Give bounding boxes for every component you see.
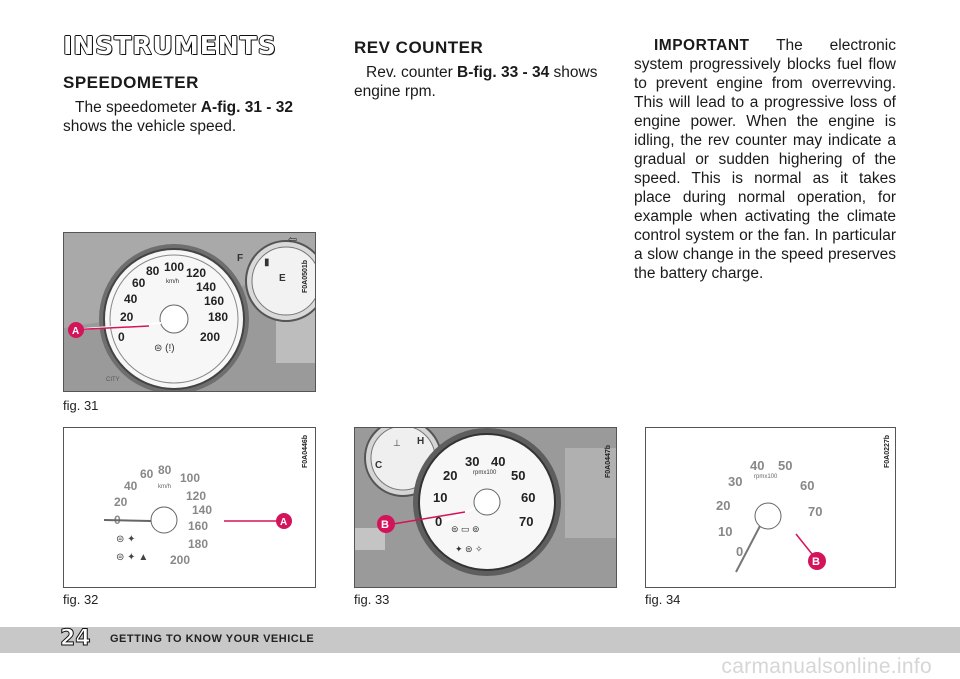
important-label: IMPORTANT — [654, 37, 750, 54]
svg-text:70: 70 — [808, 504, 823, 519]
speedometer-needle — [104, 520, 151, 521]
direction-icon: ⇦ — [288, 234, 298, 246]
speed-unit: km/h — [166, 279, 180, 285]
speed-unit: km/h — [158, 484, 172, 490]
column-important — [634, 36, 896, 283]
svg-text:50: 50 — [778, 458, 793, 473]
svg-text:70: 70 — [519, 514, 534, 529]
page-number: 24 — [60, 626, 91, 651]
svg-text:120: 120 — [186, 489, 207, 503]
warning-icons: ⊜ ✦ — [116, 534, 136, 545]
section-title: GETTING TO KNOW YOUR VEHICLE — [110, 633, 315, 645]
svg-text:160: 160 — [204, 294, 225, 308]
svg-text:40: 40 — [491, 454, 506, 469]
svg-text:200: 200 — [170, 553, 191, 567]
rev-counter-heading: REV COUNTER — [354, 38, 484, 57]
figure-33-rev-counter — [354, 427, 617, 588]
svg-text:20: 20 — [716, 498, 731, 513]
column-speedometer — [63, 31, 331, 136]
svg-text:20: 20 — [443, 468, 458, 483]
svg-text:140: 140 — [196, 280, 217, 294]
figure-reference: B-fig. 33 - 34 — [457, 64, 550, 81]
svg-text:30: 30 — [465, 454, 480, 469]
svg-text:40: 40 — [124, 292, 138, 306]
callout-label: B — [812, 556, 820, 568]
svg-text:200: 200 — [200, 330, 221, 344]
svg-text:140: 140 — [192, 503, 213, 517]
rpm-unit: rpmx100 — [473, 470, 497, 476]
figure-32-speedometer — [63, 427, 316, 588]
svg-text:10: 10 — [718, 524, 733, 539]
warning-icons: ⊜ (!) — [154, 343, 175, 354]
callout-label: B — [381, 519, 389, 531]
warning-icons: ⊜ ▭ ⊚ — [451, 524, 480, 534]
svg-text:20: 20 — [114, 495, 128, 509]
svg-text:60: 60 — [521, 490, 536, 505]
svg-text:30: 30 — [728, 474, 743, 489]
svg-text:40: 40 — [124, 479, 138, 493]
temperature-icon: ⊥ — [393, 438, 401, 448]
svg-text:120: 120 — [186, 266, 207, 280]
svg-text:80: 80 — [158, 463, 172, 477]
svg-text:80: 80 — [146, 264, 160, 278]
svg-text:0: 0 — [736, 544, 744, 559]
speedometer-paragraph: The speedometer A-fig. 31 - 32 shows the vehicle speed. — [63, 99, 293, 135]
page-title: INSTRUMENTS — [63, 31, 277, 60]
temp-hot-label: H — [417, 436, 425, 447]
svg-text:10: 10 — [433, 490, 448, 505]
svg-text:60: 60 — [140, 467, 154, 481]
svg-text:180: 180 — [188, 537, 209, 551]
svg-text:40: 40 — [750, 458, 765, 473]
important-paragraph: IMPORTANT The electronic system progressively blocks fuel flow to prevent engine from overrevving. This will lead to a progressive loss of engine power. When the engine is idling, the rev counter may indicate a gradual or sudden highering of the speed. This is normal as it takes place during normal operation, for example when activating the climate control system or the fan. In particular a slow change in the speed preserves the battery charge. — [634, 37, 896, 282]
svg-text:100: 100 — [180, 471, 201, 485]
column-rev-counter — [354, 36, 616, 101]
figure-reference: A-fig. 31 - 32 — [200, 99, 293, 116]
svg-text:160: 160 — [188, 519, 209, 533]
warning-icons-row2: ✦ ⊜ ✧ — [455, 544, 483, 554]
figure-33-caption: fig. 33 — [354, 592, 390, 607]
svg-text:180: 180 — [208, 310, 229, 324]
figure-31-caption: fig. 31 — [63, 398, 99, 413]
watermark: carmanualsonline.info — [721, 655, 932, 678]
figure-32-caption: fig. 32 — [63, 592, 99, 607]
rev-counter-paragraph: Rev. counter B-fig. 33 - 34 shows engine rpm. — [354, 64, 598, 100]
fuel-empty-label: E — [279, 273, 286, 284]
fuel-pump-icon: ▮ — [264, 257, 270, 268]
figure-code: F0A0227b — [884, 434, 891, 468]
svg-text:0: 0 — [435, 514, 443, 529]
svg-text:50: 50 — [511, 468, 526, 483]
fuel-full-label: F — [237, 253, 244, 264]
rpm-unit: rpmx100 — [754, 474, 778, 480]
callout-label: A — [72, 326, 80, 337]
figure-31-speedometer — [63, 232, 316, 392]
figure-code: F0A0446b — [302, 434, 309, 468]
temp-cold-label: C — [375, 460, 383, 471]
warning-icons-row2: ⊜ ✦ ▲ — [116, 552, 149, 563]
figure-34-caption: fig. 34 — [645, 592, 681, 607]
figure-34-rev-counter — [645, 427, 896, 588]
svg-text:20: 20 — [120, 310, 134, 324]
figure-code: F0A0501b — [302, 259, 309, 293]
svg-text:60: 60 — [132, 276, 146, 290]
figure-code: F0A0447b — [605, 444, 612, 478]
callout-label: A — [280, 517, 288, 528]
city-label: CITY — [106, 377, 120, 383]
speedometer-heading: SPEEDOMETER — [63, 73, 199, 92]
svg-text:60: 60 — [800, 478, 815, 493]
svg-text:0: 0 — [118, 330, 125, 344]
svg-text:100: 100 — [164, 260, 185, 274]
